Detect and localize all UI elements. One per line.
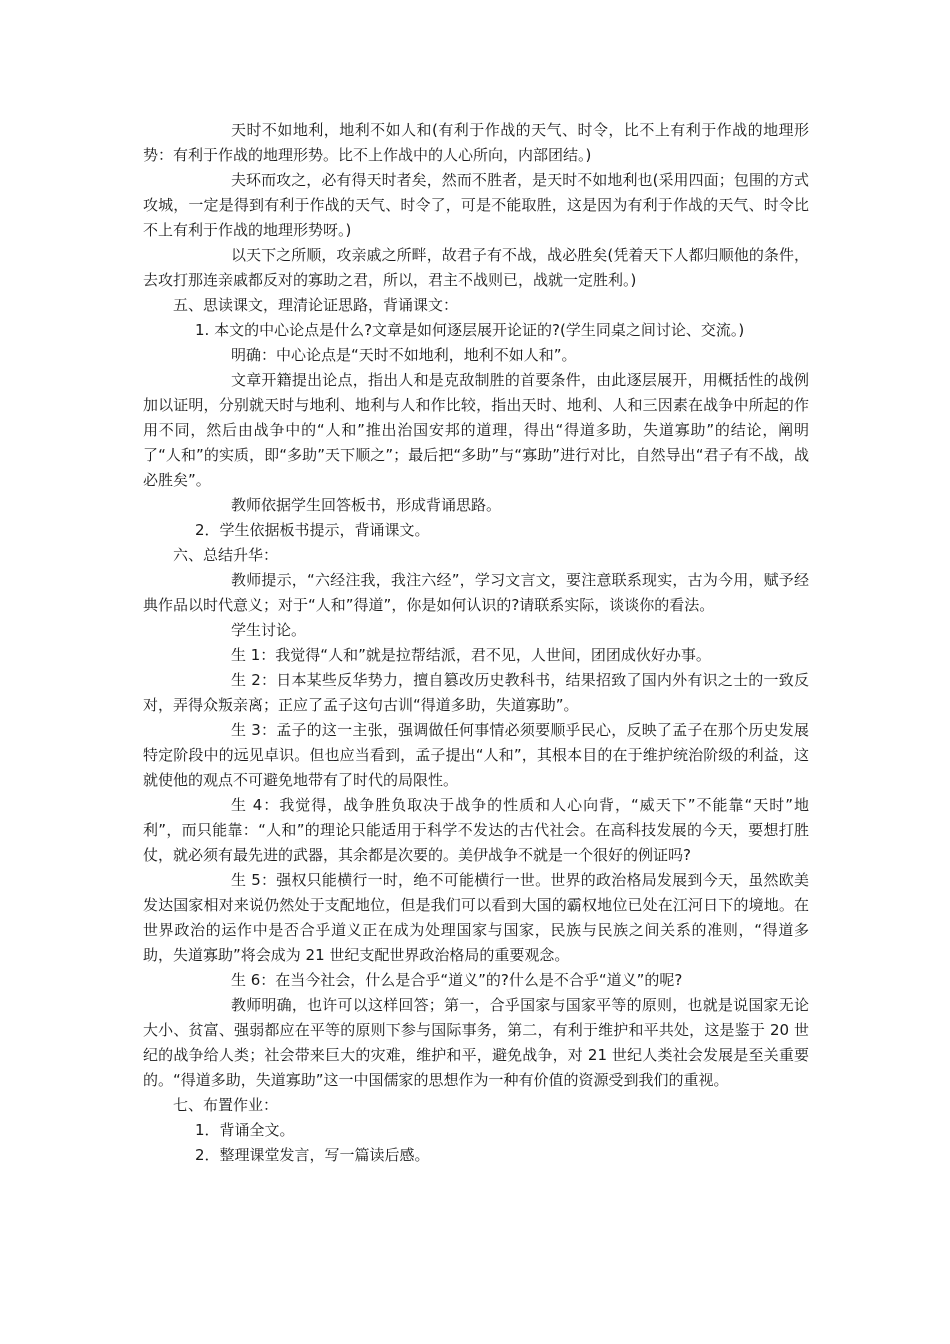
student-response: 生 4：我觉得，战争胜负取决于战争的性质和人心向背，“威天下”不能靠“天时”地利”，而只能靠：“人和”的理论只能适用于科学不发达的古代社会。在高科技发展的今天，要想打胜仗，就必须有最先进的武器，其余都是次要的。美伊战争不就是一个很好的例证吗?	[143, 796, 809, 864]
document-body	[143, 118, 809, 1168]
paragraph-text: 以天下之所顺，攻亲戚之所畔，故君子有不战，战必胜矣(凭着天下人都归顺他的条件，去攻打那连亲戚都反对的寡助之君，所以，君主不战则已，战就一定胜利。)	[143, 246, 809, 289]
student-response: 生 5：强权只能横行一时，绝不可能横行一世。世界的政治格局发展到今天，虽然欧美发达国家相对来说仍然处于支配地位，但是我们可以看到大国的霸权地位已处在江河日下的境地。在世界政治的运作中是否合乎道义正在成为处理国家与国家，民族与民族之间关系的准则，“得道多助，失道寡助”将会成为 21 世纪支配世界政治格局的重要观念。	[143, 871, 809, 964]
paragraph-text: 明确：中心论点是“天时不如地利，地利不如人和”。	[231, 346, 577, 364]
student-response: 生 2：日本某些反华势力，擅自篡改历史教科书，结果招致了国内外有识之士的一致反对，弄得众叛亲离；正应了孟子这句古训“得道多助，失道寡助”。	[143, 671, 809, 714]
paragraph-text: 教师依据学生回答板书，形成背诵思路。	[231, 496, 502, 514]
list-item: 1. 本文的中心论点是什么?文章是如何逐层展开论证的?(学生同桌之间讨论、交流。)	[195, 321, 745, 339]
student-response: 生 3：孟子的这一主张，强调做任何事情必须要顺乎民心，反映了孟子在那个历史发展特定阶段中的远见卓识。但也应当看到，孟子提出“人和”，其根本目的在于维护统治阶级的利益，这就使他的观点不可避免地带有了时代的局限性。	[143, 721, 809, 789]
paragraph-text: 夫环而攻之，必有得天时者矣，然而不胜者，是天时不如地利也(采用四面；包围的方式攻城，一定是得到有利于作战的天气、时令了，可是不能取胜，这是因为有利于作战的天气、时令比不上有利于作战的地理形势呀。)	[143, 171, 809, 239]
paragraph-text: 学生讨论。	[231, 621, 307, 639]
section-heading: 七、布置作业：	[173, 1096, 279, 1114]
list-item: 1．背诵全文。	[195, 1121, 295, 1139]
list-item: 2．学生依据板书提示，背诵课文。	[195, 521, 430, 539]
section-heading: 五、思读课文，理清论证思路，背诵课文：	[173, 296, 459, 314]
paragraph-text: 教师提示，“六经注我，我注六经”，学习文言文，要注意联系现实，古为今用，赋予经典作品以时代意义；对于“人和”得道”，你是如何认识的?请联系实际，谈谈你的看法。	[143, 571, 809, 614]
student-response: 生 6：在当今社会，什么是合乎“道义”的?什么是不合乎“道义”的呢?	[231, 971, 683, 989]
section-heading: 六、总结升华：	[173, 546, 279, 564]
student-response: 生 1：我觉得“人和”就是拉帮结派，君不见，人世间，团团成伙好办事。	[231, 646, 711, 664]
paragraph-text: 天时不如地利，地利不如人和(有利于作战的天气、时令，比不上有利于作战的地理形势：有利于作战的地理形势。比不上作战中的人心所向，内部团结。)	[143, 121, 809, 164]
paragraph-text: 教师明确，也许可以这样回答；第一，合乎国家与国家平等的原则，也就是说国家无论大小、贫富、强弱都应在平等的原则下参与国际事务，第二，有利于维护和平共处，这是鉴于 20 世纪的战争给人类；社会带来巨大的灾难，维护和平，避免战争，对 21 世纪人类社会发展是至关重要的。“得道多助，失道寡助”这一中国儒家的思想作为一种有价值的资源受到我们的重视。	[143, 996, 809, 1089]
paragraph-text: 文章开籍提出论点，指出人和是克敌制胜的首要条件，由此逐层展开，用概括性的战例加以证明，分别就天时与地利、地利与人和作比较，指出天时、地利、人和三因素在战争中所起的作用不同，然后由战争中的“人和”推出治国安邦的道理，得出“得道多助，失道寡助”的结论，阐明了“人和”的实质，即“多助”天下顺之”；最后把“多助”与“寡助”进行对比，自然导出“君子有不战，战必胜矣”。	[143, 371, 809, 489]
list-item: 2．整理课堂发言，写一篇读后感。	[195, 1146, 430, 1164]
